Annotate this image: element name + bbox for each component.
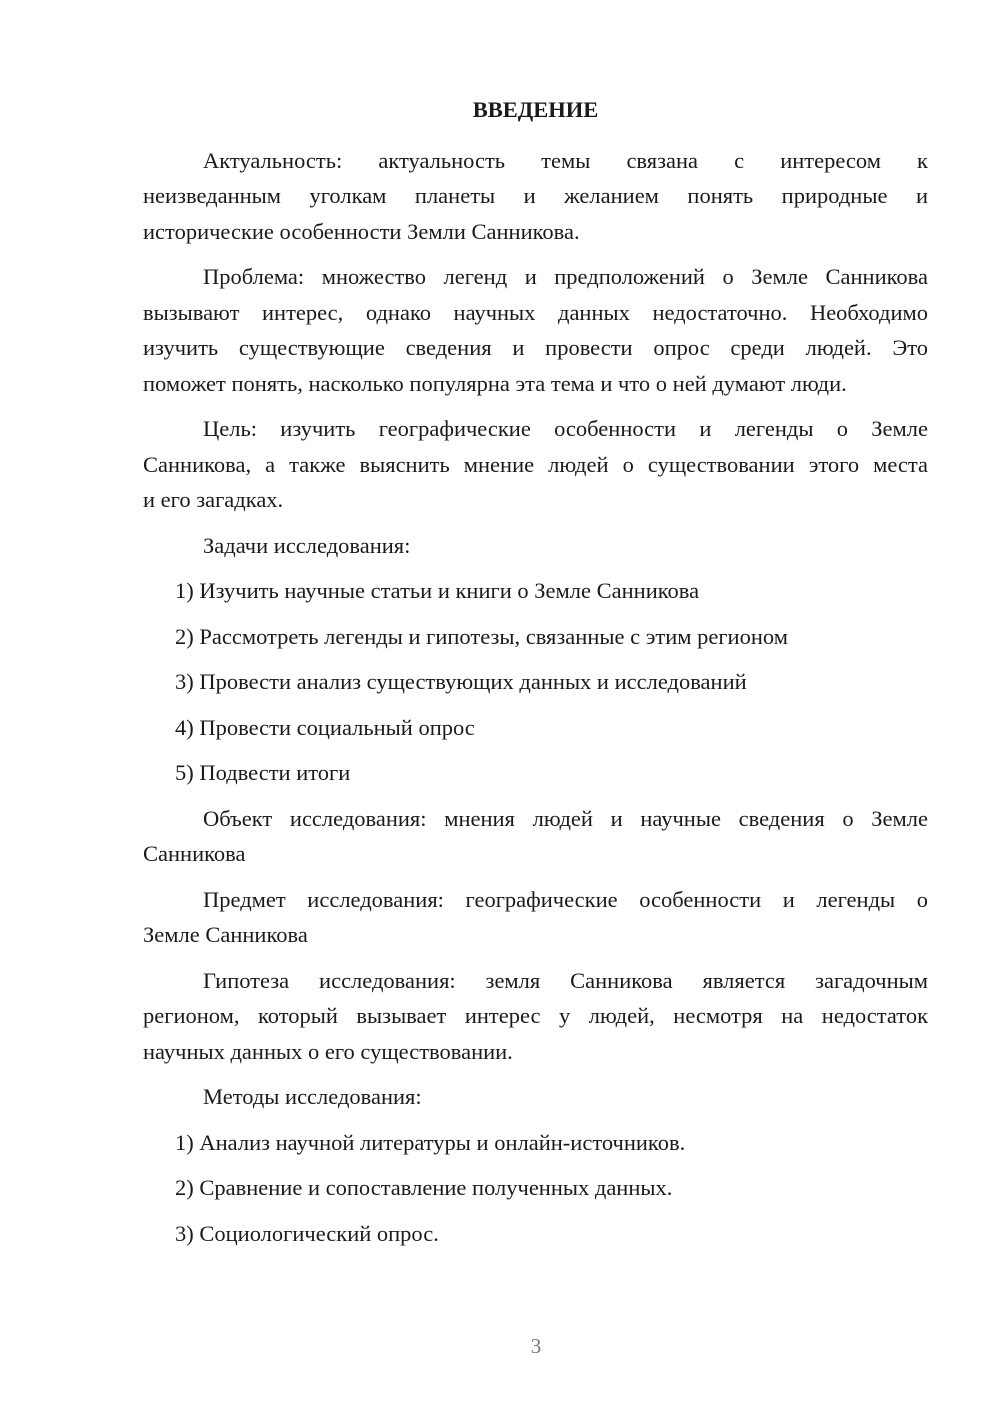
text-line: Санникова, а также выяснить мнение людей о существовании этого места [143,451,928,477]
methods-heading: Методы исследования: [203,1084,422,1109]
text-line: научных данных о его существовании. [143,1038,513,1064]
method-item: 2) Сравнение и сопоставление полученных данных. [175,1175,673,1200]
text-line: Гипотеза исследования: земля Санникова является загадочным [203,967,928,993]
relevance-paragraph [143,143,928,250]
hypothesis-paragraph [143,963,928,1070]
problem-paragraph [143,259,928,401]
text-line: неизведанным уголкам планеты и желанием понять природные и [143,183,928,208]
text-line: вызывают интерес, однако научных данных недостаточно. Необходимо [143,299,928,325]
object-paragraph [143,801,928,872]
subject-paragraph [143,882,928,953]
text-line: Объект исследования: мнения людей и научные сведения о Земле [203,805,928,831]
task-item: 5) Подвести итоги [175,760,351,785]
page-content [143,92,928,1261]
text-line: Предмет исследования: географические особенности и легенды о [203,886,928,912]
text-line: изучить существующие сведения и провести опрос среди людей. Это [143,335,928,360]
section-title: ВВЕДЕНИЕ [472,97,599,122]
text-line: и его загадках. [143,487,284,512]
goal-paragraph [143,411,928,518]
text-line: поможет понять, насколько популярна эта тема и что о ней думают люди. [143,370,847,396]
text-line: Санникова [143,841,246,866]
tasks-heading: Задачи исследования: [203,532,411,558]
task-item: 2) Рассмотреть легенды и гипотезы, связанные с этим регионом [175,623,788,649]
task-item: 4) Провести социальный опрос [175,714,475,740]
method-item: 3) Социологический опрос. [175,1220,439,1246]
task-item: 3) Провести анализ существующих данных и исследований [175,669,747,694]
task-item: 1) Изучить научные статьи и книги о Земле Санникова [175,578,700,603]
text-line: исторические особенности Земли Санникова. [143,218,580,244]
text-line: регионом, который вызывает интерес у людей, несмотря на недостаток [143,1003,928,1028]
text-line: Цель: изучить географические особенности и легенды о Земле [203,416,928,441]
text-line: Проблема: множество легенд и предположений о Земле Санникова [203,264,928,289]
text-line: Земле Санникова [143,922,308,947]
page-number: 3 [530,1334,542,1358]
text-line: Актуальность: актуальность темы связана с интересом к [203,147,928,173]
method-item: 1) Анализ научной литературы и онлайн-источников. [175,1129,686,1155]
